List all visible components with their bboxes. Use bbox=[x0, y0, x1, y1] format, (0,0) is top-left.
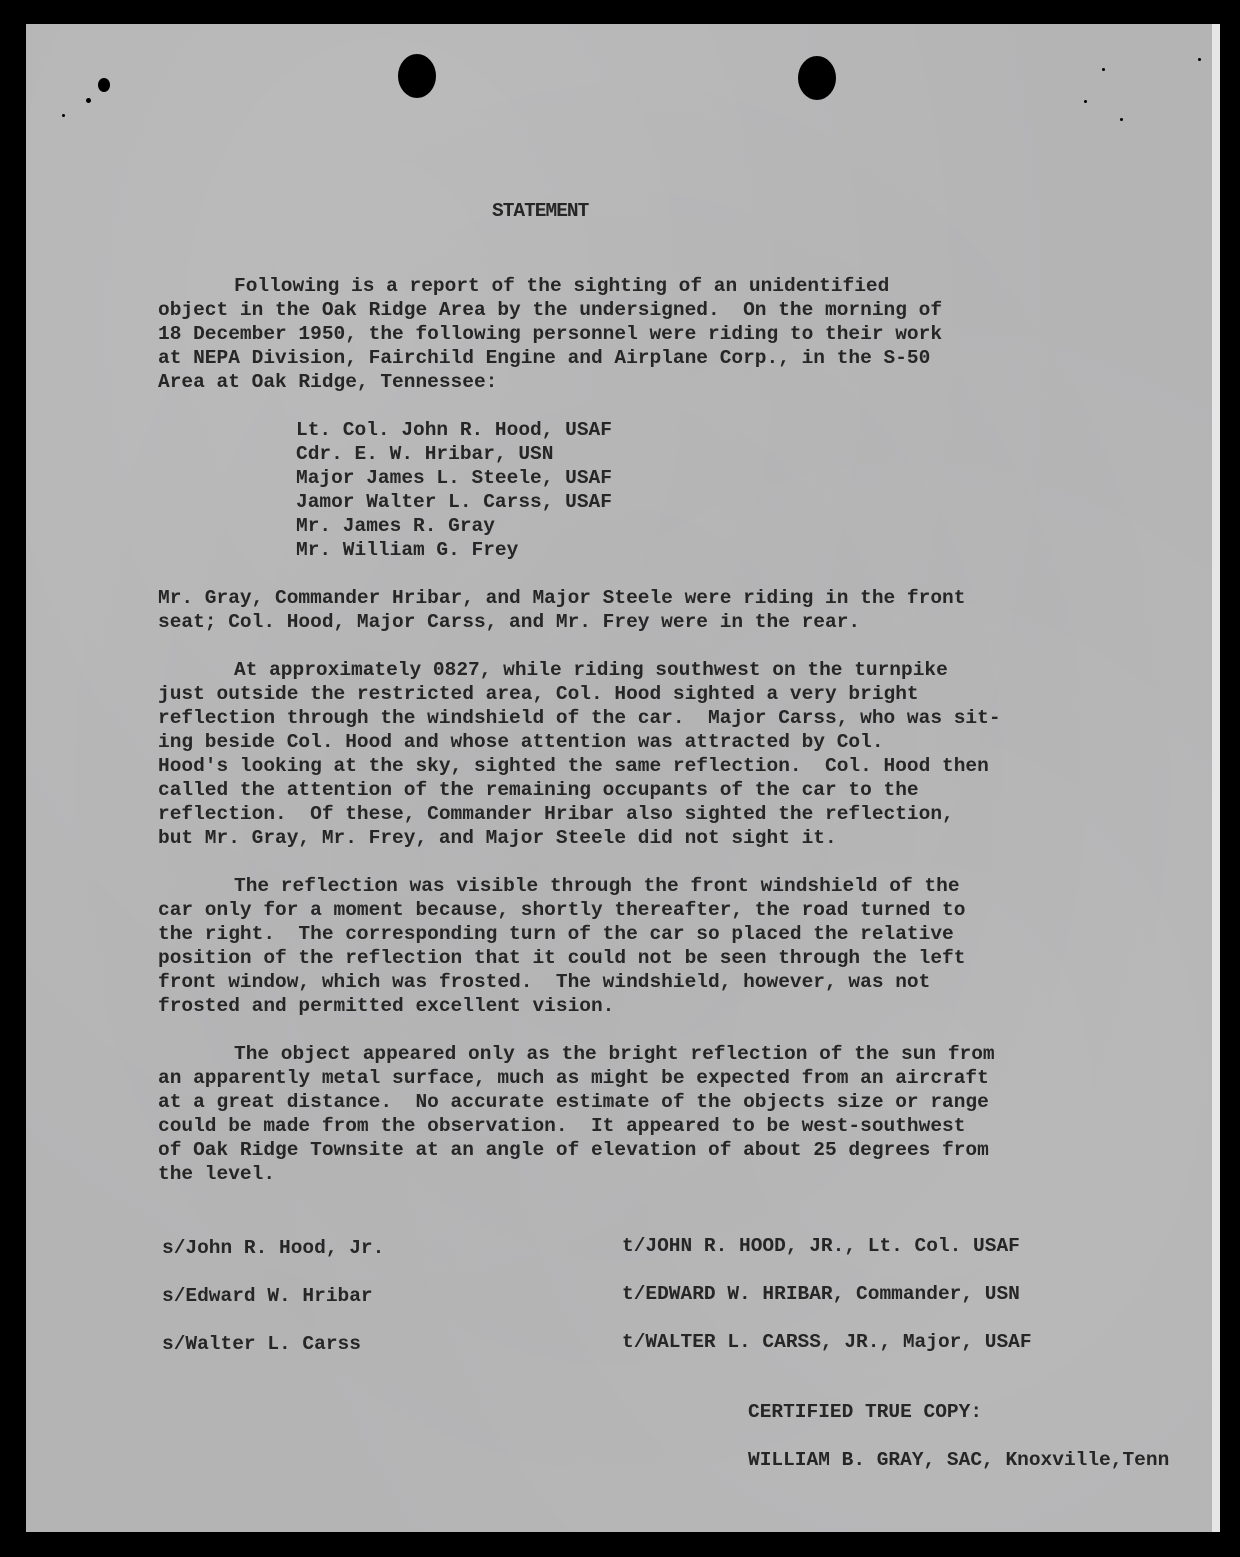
object-line: of Oak Ridge Townsite at an angle of elevation of about 25 degrees from bbox=[158, 1139, 989, 1161]
intro-line: object in the Oak Ridge Area by the undersigned. On the morning of bbox=[158, 299, 943, 321]
visibility-line: the right. The corresponding turn of the car so placed the relative bbox=[158, 923, 954, 945]
sighting-line: reflection. Of these, Commander Hribar also sighted the reflection, bbox=[158, 803, 954, 825]
seating-line: Mr. Gray, Commander Hribar, and Major Steele were riding in the front bbox=[158, 587, 966, 609]
object-line: at a great distance. No accurate estimate of the objects size or range bbox=[158, 1091, 989, 1113]
visibility-line: front window, which was frosted. The windshield, however, was not bbox=[158, 971, 931, 993]
signature-signed: s/John R. Hood, Jr. bbox=[162, 1237, 385, 1259]
intro-line: Following is a report of the sighting of an unidentified bbox=[234, 275, 890, 297]
document-page bbox=[26, 24, 1218, 1532]
object-line: could be made from the observation. It appeared to be west-southwest bbox=[158, 1115, 966, 1137]
sighting-line: just outside the restricted area, Col. Hood sighted a very bright bbox=[158, 683, 919, 705]
signature-signed: s/Edward W. Hribar bbox=[162, 1285, 373, 1307]
signature-typed: t/JOHN R. HOOD, JR., Lt. Col. USAF bbox=[622, 1235, 1020, 1257]
object-line: The object appeared only as the bright reflection of the sun from bbox=[234, 1043, 995, 1065]
signature-typed: t/EDWARD W. HRIBAR, Commander, USN bbox=[622, 1283, 1020, 1305]
document-title: STATEMENT bbox=[492, 200, 589, 222]
signature-typed: t/WALTER L. CARSS, JR., Major, USAF bbox=[622, 1331, 1032, 1353]
personnel-item: Lt. Col. John R. Hood, USAF bbox=[296, 419, 612, 441]
sighting-line: but Mr. Gray, Mr. Frey, and Major Steele did not sight it. bbox=[158, 827, 837, 849]
visibility-line: The reflection was visible through the front windshield of the bbox=[234, 875, 960, 897]
personnel-item: Jamor Walter L. Carss, USAF bbox=[296, 491, 612, 513]
visibility-line: car only for a moment because, shortly thereafter, the road turned to bbox=[158, 899, 966, 921]
sighting-line: Hood's looking at the sky, sighted the same reflection. Col. Hood then bbox=[158, 755, 989, 777]
personnel-item: Major James L. Steele, USAF bbox=[296, 467, 612, 489]
page-edge-strip bbox=[1212, 24, 1220, 1532]
intro-line: Area at Oak Ridge, Tennessee: bbox=[158, 371, 498, 393]
certifier-name: WILLIAM B. GRAY, SAC, Knoxville,Tenn bbox=[748, 1449, 1170, 1471]
object-line: an apparently metal surface, much as might be expected from an aircraft bbox=[158, 1067, 989, 1089]
visibility-line: position of the reflection that it could not be seen through the left bbox=[158, 947, 966, 969]
visibility-line: frosted and permitted excellent vision. bbox=[158, 995, 615, 1017]
sighting-line: At approximately 0827, while riding southwest on the turnpike bbox=[234, 659, 948, 681]
sighting-line: ing beside Col. Hood and whose attention was attracted by Col. bbox=[158, 731, 884, 753]
document-body bbox=[26, 24, 1218, 1471]
object-line: the level. bbox=[158, 1163, 276, 1185]
intro-line: 18 December 1950, the following personnel were riding to their work bbox=[158, 323, 943, 345]
personnel-item: Mr. William G. Frey bbox=[296, 539, 519, 561]
signature-signed: s/Walter L. Carss bbox=[162, 1333, 361, 1355]
personnel-item: Mr. James R. Gray bbox=[296, 515, 495, 537]
personnel-item: Cdr. E. W. Hribar, USN bbox=[296, 443, 554, 465]
sighting-line: reflection through the windshield of the car. Major Carss, who was sit- bbox=[158, 707, 1001, 729]
intro-line: at NEPA Division, Fairchild Engine and Airplane Corp., in the S-50 bbox=[158, 347, 931, 369]
sighting-line: called the attention of the remaining occupants of the car to the bbox=[158, 779, 919, 801]
seating-line: seat; Col. Hood, Major Carss, and Mr. Frey were in the rear. bbox=[158, 611, 861, 633]
certification-label: CERTIFIED TRUE COPY: bbox=[748, 1401, 983, 1423]
